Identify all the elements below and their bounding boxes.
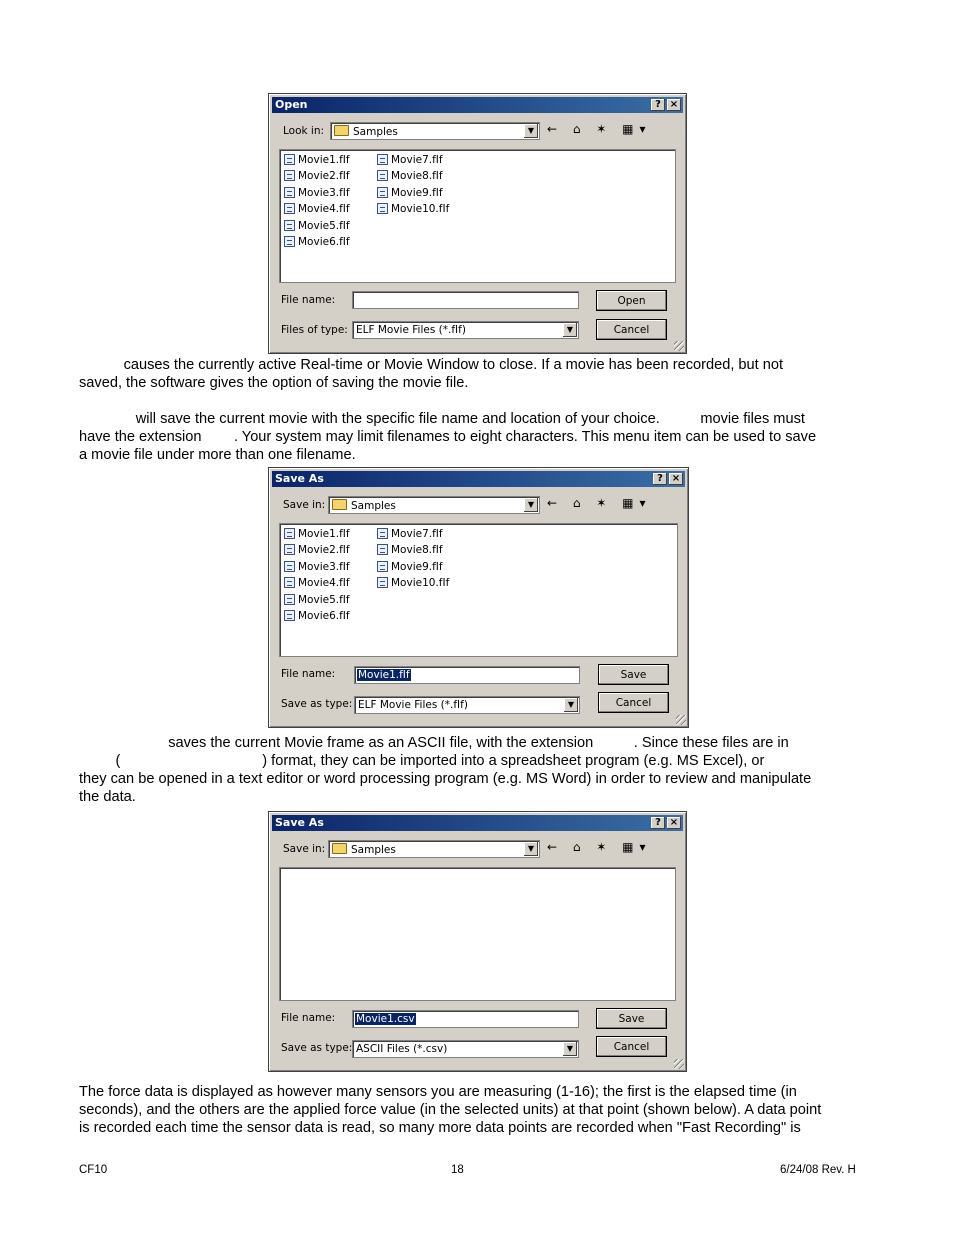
- dialog-title-bar: [272, 815, 683, 831]
- save-in-label: Save in:: [283, 499, 326, 511]
- file-item[interactable]: Movie5.fIf: [284, 594, 350, 606]
- file-item[interactable]: Movie7.fIf: [377, 528, 443, 540]
- toolbar-icons[interactable]: ← ⌂ ✶ ▦▾: [547, 496, 652, 510]
- file-icon: [377, 528, 388, 539]
- folder-name: Samples: [353, 126, 398, 138]
- file-item[interactable]: Movie6.fIf: [284, 610, 350, 622]
- chevron-down-icon[interactable]: ▼: [563, 323, 577, 337]
- file-item[interactable]: Movie2.fIf: [284, 170, 350, 182]
- help-icon[interactable]: ?: [653, 473, 667, 485]
- dialog-title-bar: [272, 97, 683, 113]
- dialog-title: Open: [275, 98, 308, 111]
- resize-grip[interactable]: [676, 715, 686, 725]
- export-paragraph: saves the current Movie frame as an ASCII file, with the extension . Since these files are in ( ) format, they can be imported into a spreadsheet program (e.g. MS Excel), or they can be opened in a text editor or word processing program (e.g. MS Word) in order to review and manipulate the data.: [79, 735, 812, 805]
- resize-grip[interactable]: [674, 1059, 684, 1069]
- toolbar-icons[interactable]: ← ⌂ ✶ ▦▾: [547, 840, 652, 854]
- file-icon: [284, 220, 295, 231]
- file-icon: [377, 154, 388, 165]
- chevron-down-icon[interactable]: ▼: [563, 1042, 577, 1056]
- file-icon: [377, 203, 388, 214]
- close-icon[interactable]: ×: [669, 473, 683, 485]
- save-button[interactable]: Save: [596, 1008, 667, 1029]
- force-data-paragraph: The force data is displayed as however many sensors you are measuring (1-16); the first is the elapsed time (in seconds), and the others are the applied force value (in the selected units) at that point (shown below). A data point is recorded each time the sensor data is read, so many more data points are recorded when "Fast Recording" is: [79, 1084, 822, 1136]
- file-item[interactable]: Movie3.fIf: [284, 561, 350, 573]
- page-number: 18: [451, 1164, 464, 1176]
- file-icon: [377, 170, 388, 181]
- toolbar-icons[interactable]: ← ⌂ ✶ ▦▾: [547, 122, 652, 136]
- file-icon: [377, 187, 388, 198]
- file-icon: [284, 154, 295, 165]
- file-icon: [284, 610, 295, 621]
- file-item[interactable]: Movie6.fIf: [284, 236, 350, 248]
- file-icon: [377, 544, 388, 555]
- folder-name: Samples: [351, 844, 396, 856]
- file-name-label: File name:: [281, 668, 336, 680]
- open-dialog: [268, 93, 687, 354]
- folder-icon: [332, 843, 347, 854]
- file-icon: [284, 236, 295, 247]
- close-icon[interactable]: ×: [667, 99, 681, 111]
- footer-left: CF10: [79, 1164, 108, 1176]
- file-item[interactable]: Movie4.fIf: [284, 577, 350, 589]
- file-icon: [284, 203, 295, 214]
- chevron-down-icon[interactable]: ▼: [524, 842, 538, 856]
- file-icon: [284, 187, 295, 198]
- look-in-combo[interactable]: [330, 122, 540, 140]
- file-icon: [284, 544, 295, 555]
- save-as-type-select[interactable]: ELF Movie Files (*.fIf) ▼: [354, 696, 580, 714]
- file-item[interactable]: Movie8.fIf: [377, 544, 443, 556]
- folder-icon: [332, 499, 347, 510]
- save-as-type-label: Save as type:: [281, 698, 353, 710]
- file-list[interactable]: [279, 149, 676, 283]
- folder-name: Samples: [351, 500, 396, 512]
- chevron-down-icon[interactable]: ▼: [524, 498, 538, 512]
- file-icon: [377, 561, 388, 572]
- file-name-input[interactable]: [352, 291, 579, 309]
- chevron-down-icon[interactable]: ▼: [524, 124, 538, 138]
- dialog-title: Save As: [275, 472, 324, 485]
- file-item[interactable]: Movie9.fIf: [377, 561, 443, 573]
- file-item[interactable]: Movie7.fIf: [377, 154, 443, 166]
- file-item[interactable]: Movie1.fIf: [284, 528, 350, 540]
- save-as-ascii-dialog: [268, 811, 687, 1072]
- chevron-down-icon[interactable]: ▼: [564, 698, 578, 712]
- dialog-title: Save As: [275, 816, 324, 829]
- file-item[interactable]: Movie8.fIf: [377, 170, 443, 182]
- file-icon: [284, 170, 295, 181]
- file-name-input[interactable]: Movie1.csv: [352, 1010, 579, 1028]
- file-icon: [284, 577, 295, 588]
- cancel-button[interactable]: Cancel: [596, 1036, 667, 1057]
- save-in-combo[interactable]: [328, 496, 540, 514]
- file-item[interactable]: Movie1.fIf: [284, 154, 350, 166]
- save-button[interactable]: Save: [598, 664, 669, 685]
- file-icon: [284, 561, 295, 572]
- file-item[interactable]: Movie5.fIf: [284, 220, 350, 232]
- file-item[interactable]: Movie9.fIf: [377, 187, 443, 199]
- file-list[interactable]: [279, 867, 676, 1001]
- save-in-label: Save in:: [283, 843, 326, 855]
- save-as-type-select[interactable]: ASCII Files (*.csv) ▼: [352, 1040, 579, 1058]
- dialog-title-bar: [272, 471, 685, 487]
- resize-grip[interactable]: [674, 341, 684, 351]
- footer-right: 6/24/08 Rev. H: [780, 1164, 856, 1176]
- close-icon[interactable]: ×: [667, 817, 681, 829]
- close-paragraph: causes the currently active Real-time or Movie Window to close. If a movie has been recorded, but not saved, the software gives the option of saving the movie file.: [79, 357, 784, 391]
- file-name-label: File name:: [281, 294, 336, 306]
- save-as-movie-dialog: [268, 467, 689, 728]
- file-item[interactable]: Movie4.fIf: [284, 203, 350, 215]
- help-icon[interactable]: ?: [651, 99, 665, 111]
- file-type-label: Files of type:: [281, 324, 348, 336]
- file-list[interactable]: [279, 523, 678, 657]
- file-icon: [284, 594, 295, 605]
- cancel-button[interactable]: Cancel: [596, 319, 667, 340]
- open-button[interactable]: Open: [596, 290, 667, 311]
- folder-icon: [334, 125, 349, 136]
- file-icon: [284, 528, 295, 539]
- file-icon: [377, 577, 388, 588]
- save-as-type-label: Save as type:: [281, 1042, 353, 1054]
- help-icon[interactable]: ?: [651, 817, 665, 829]
- file-name-input[interactable]: Movie1.fIf: [354, 666, 580, 684]
- file-name-label: File name:: [281, 1012, 336, 1024]
- cancel-button[interactable]: Cancel: [598, 692, 669, 713]
- file-item[interactable]: Movie10.fIf: [377, 203, 449, 215]
- file-item[interactable]: Movie3.fIf: [284, 187, 350, 199]
- file-item[interactable]: Movie2.fIf: [284, 544, 350, 556]
- save-as-paragraph: will save the current movie with the specific file name and location of your choice. movie files must have the extension . Your system may limit filenames to eight characters. This menu item can be used to save a movie file under more than one filename.: [79, 411, 817, 463]
- file-item[interactable]: Movie10.fIf: [377, 577, 449, 589]
- look-in-label: Look in:: [283, 125, 325, 137]
- save-in-combo[interactable]: [328, 840, 540, 858]
- file-type-select[interactable]: ELF Movie Files (*.fIf) ▼: [352, 321, 579, 339]
